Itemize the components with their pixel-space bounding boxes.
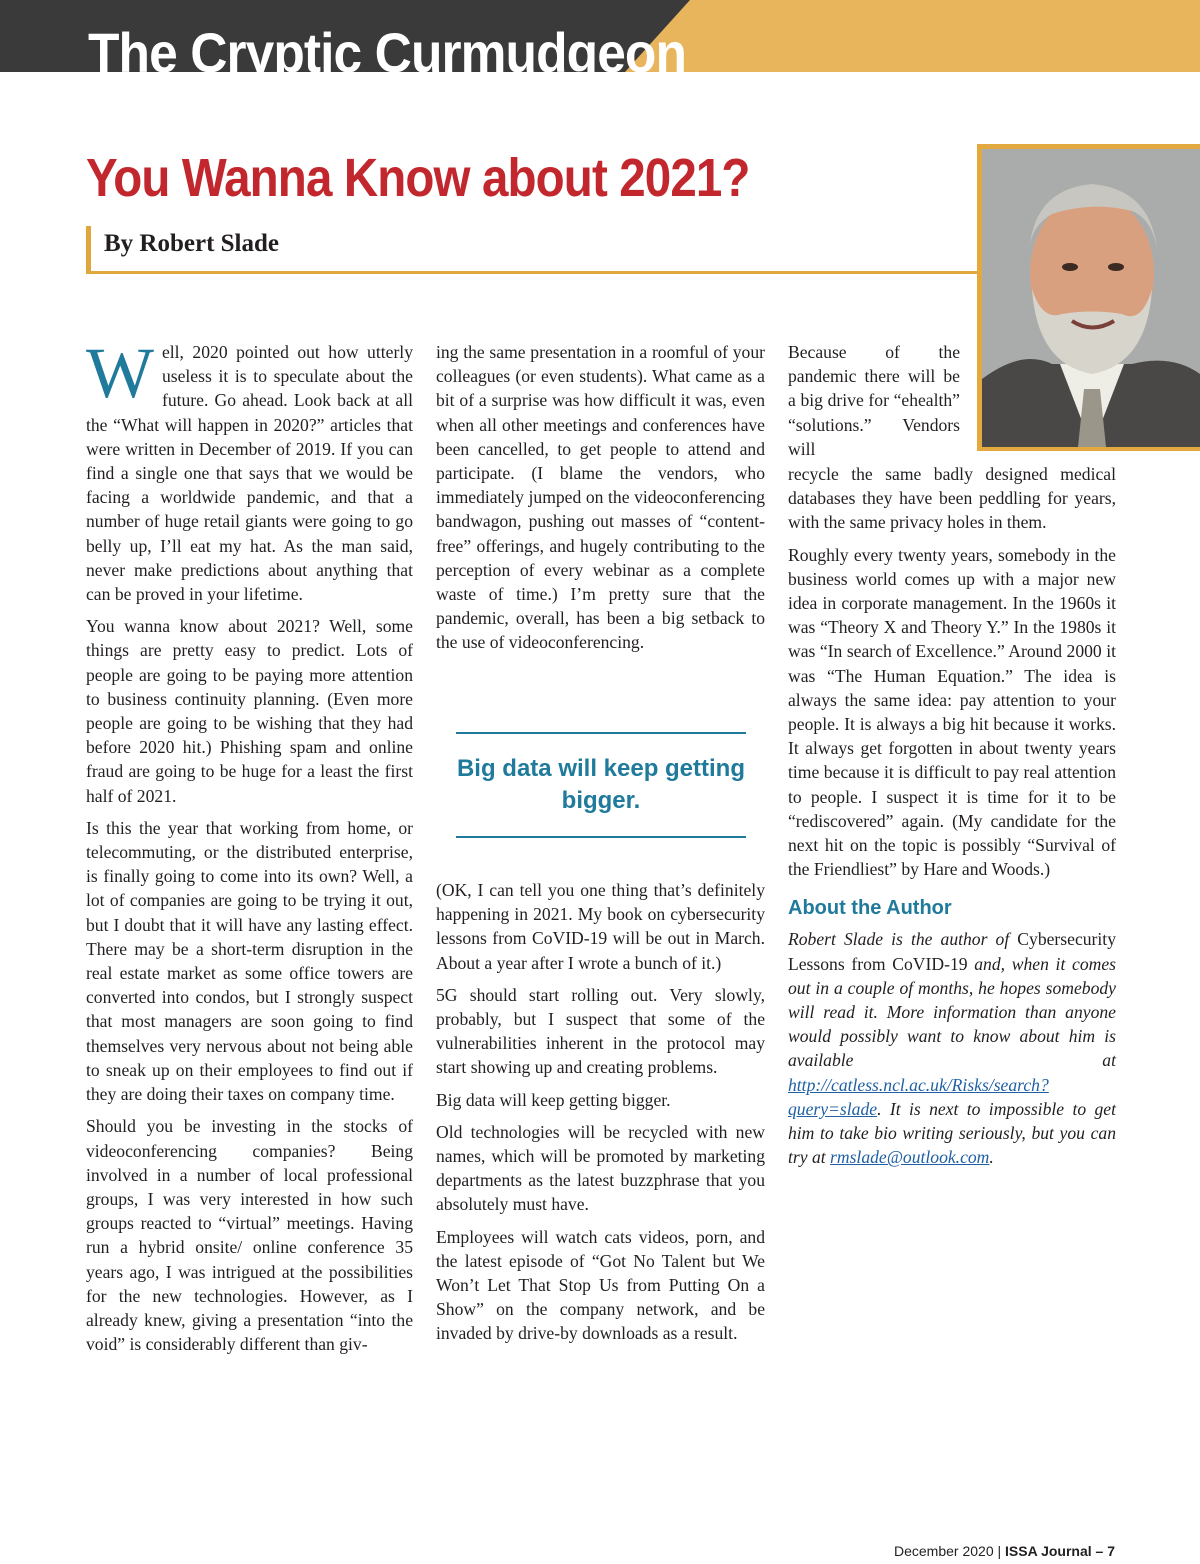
paragraph: Employees will watch cats videos, porn, and the latest episode of “Got No Talent but We Won’t Let That Stop Us from Putting On a Show” on the company network, and be invaded by drive-by downloads as a result.	[436, 1226, 765, 1344]
section-banner	[0, 0, 1200, 84]
paragraph	[86, 333, 413, 606]
pull-quote	[456, 732, 746, 838]
paragraph: You wanna know about 2021? Well, some things are pretty easy to predict. Lots of people are going to be paying more attention to business continuity planning. (Even more people are going to be wishing that they had before 2020 hit.) Phishing spam and online fraud are going to be huge for a least the first half of 2021.	[86, 616, 413, 806]
article-title: You Wanna Know about 2021?	[86, 148, 750, 208]
column-2-continued	[436, 878, 765, 1354]
book-title: Cybersecurity Lessons from CoVID-19	[788, 929, 1116, 974]
about-author-heading: About the Author	[788, 897, 952, 920]
author-photo	[977, 144, 1200, 451]
footer-journal: ISSA Journal – 7	[1005, 1543, 1115, 1559]
paragraph: Old technologies will be recycled with new names, which will be promoted by marketing departments as the latest buzzphrase that you absolutely must have.	[436, 1121, 765, 1215]
paragraph: Big data will keep getting bigger.	[436, 1089, 671, 1110]
paragraph: Should you be investing in the stocks of videoconferencing companies? Being involved in a number of local professional groups, I was very interested in how such groups reacted to “virtual” meetings. Having run a hybrid onsite/ online conference 35 years ago, I was intrigued at the possibilities for the new technologies. However, as I already knew, giving a presentation “into the void” is considerably different than giv-	[86, 1116, 413, 1355]
risks-link[interactable]: http://catless.ncl.ac.uk/Risks/search?query=slade	[788, 1074, 1049, 1119]
column-3	[788, 462, 1116, 1177]
page-footer	[894, 1542, 1115, 1560]
paragraph: Is this the year that working from home, or telecommuting, or the distributed enterprise, is finally going to come into its own? Well, a lot of companies are going to be trying it out, but I doubt that it will have any lasting effect. There may be a short-term disruption in the real estate market as some office towers are converted into condos, but I strongly suspect that most managers are soon going to find themselves very nervous about not being able to sneak up on their employees to find out if they are doing their taxes on company time.	[86, 817, 413, 1105]
footer-date: December 2020 |	[894, 1543, 1006, 1559]
column-1	[86, 333, 413, 1364]
drop-cap: W	[86, 333, 154, 413]
column-2	[436, 340, 765, 663]
byline-accent-bar	[86, 226, 91, 274]
bio-text: . It is next to impossible to get him to take bio writing seriously, but you can try at	[788, 1098, 1116, 1168]
paragraph-text: Because of the pandemic there will be a big drive for “ehealth” “solutions.” Vendors will	[788, 342, 960, 459]
author-bio	[788, 927, 1116, 1169]
paragraph: ing the same presentation in a roomful of your colleagues (or even students). What came as a bit of a surprise was how difficult it was, even when all other meetings and conferences have been cancelled, to get people to attend and participate. (I blame the vendors, who immediately jumped on the videoconferencing bandwagon, pushing out masses of “content-free” offerings, and hugely contributing to the perception of every webinar as a complete waste of time.) I’m pretty sure that the pandemic, overall, has been a big setback to the use of videoconferencing.	[436, 342, 765, 653]
bio-text: .	[989, 1147, 994, 1168]
email-link[interactable]: rmslade@outlook.com	[830, 1147, 990, 1168]
paragraph: (OK, I can tell you one thing that’s definitely happening in 2021. My book on cybersecurity lessons from CoVID-19 will be out in March. About a year after I wrote a bunch of it.)	[436, 880, 765, 973]
column-3-top	[788, 340, 960, 461]
bio-text: Robert Slade is the author of	[788, 929, 1018, 950]
paragraph: recycle the same badly designed medical databases they have been peddling for years, with the same privacy holes in them.	[788, 464, 1116, 533]
paragraph-text: ell, 2020 pointed out how utterly useless it is to speculate about the future. Go ahead. Look back at all the “What will happen in 2020?” articles that were written in December of 2019. If you can find a single one that says that we would be facing a worldwide pandemic, and that a number of huge retail giants were going to go belly up, I’ll eat my hat. As the man said, never make predictions about anything that can be proved in your lifetime.	[86, 342, 413, 605]
byline: By Robert Slade	[104, 230, 279, 257]
bio-text: and, when it comes out in a couple of months, he hopes somebody will read it. More information than anyone would possibly want to know about him is available at	[788, 953, 1116, 1071]
byline-rule	[86, 271, 979, 274]
pull-quote-text: Big data will keep getting bigger.	[456, 755, 746, 814]
paragraph: Roughly every twenty years, somebody in the business world comes up with a major new idea in corporate management. In the 1960s it was “Theory X and Theory Y.” In the 1980s it was “In search of Excellence.” Around 2000 it was “The Human Equation.” The idea is always the same idea: pay attention to your people. It is always a big hit because it works. It always get forgotten in about twenty years time because it is difficult to pay real attention to people. I suspect it is time for it to be “rediscovered” again. (My candidate for the next hit on the topic is possibly “Survival of the Friendliest” by Hare and Woods.)	[788, 544, 1116, 880]
section-title: The Cryptic Curmudgeon	[88, 21, 687, 84]
paragraph: 5G should start rolling out. Very slowly, probably, but I suspect that some of the vulnerabilities inherent in the protocol may start showing up and creating problems.	[436, 984, 765, 1078]
